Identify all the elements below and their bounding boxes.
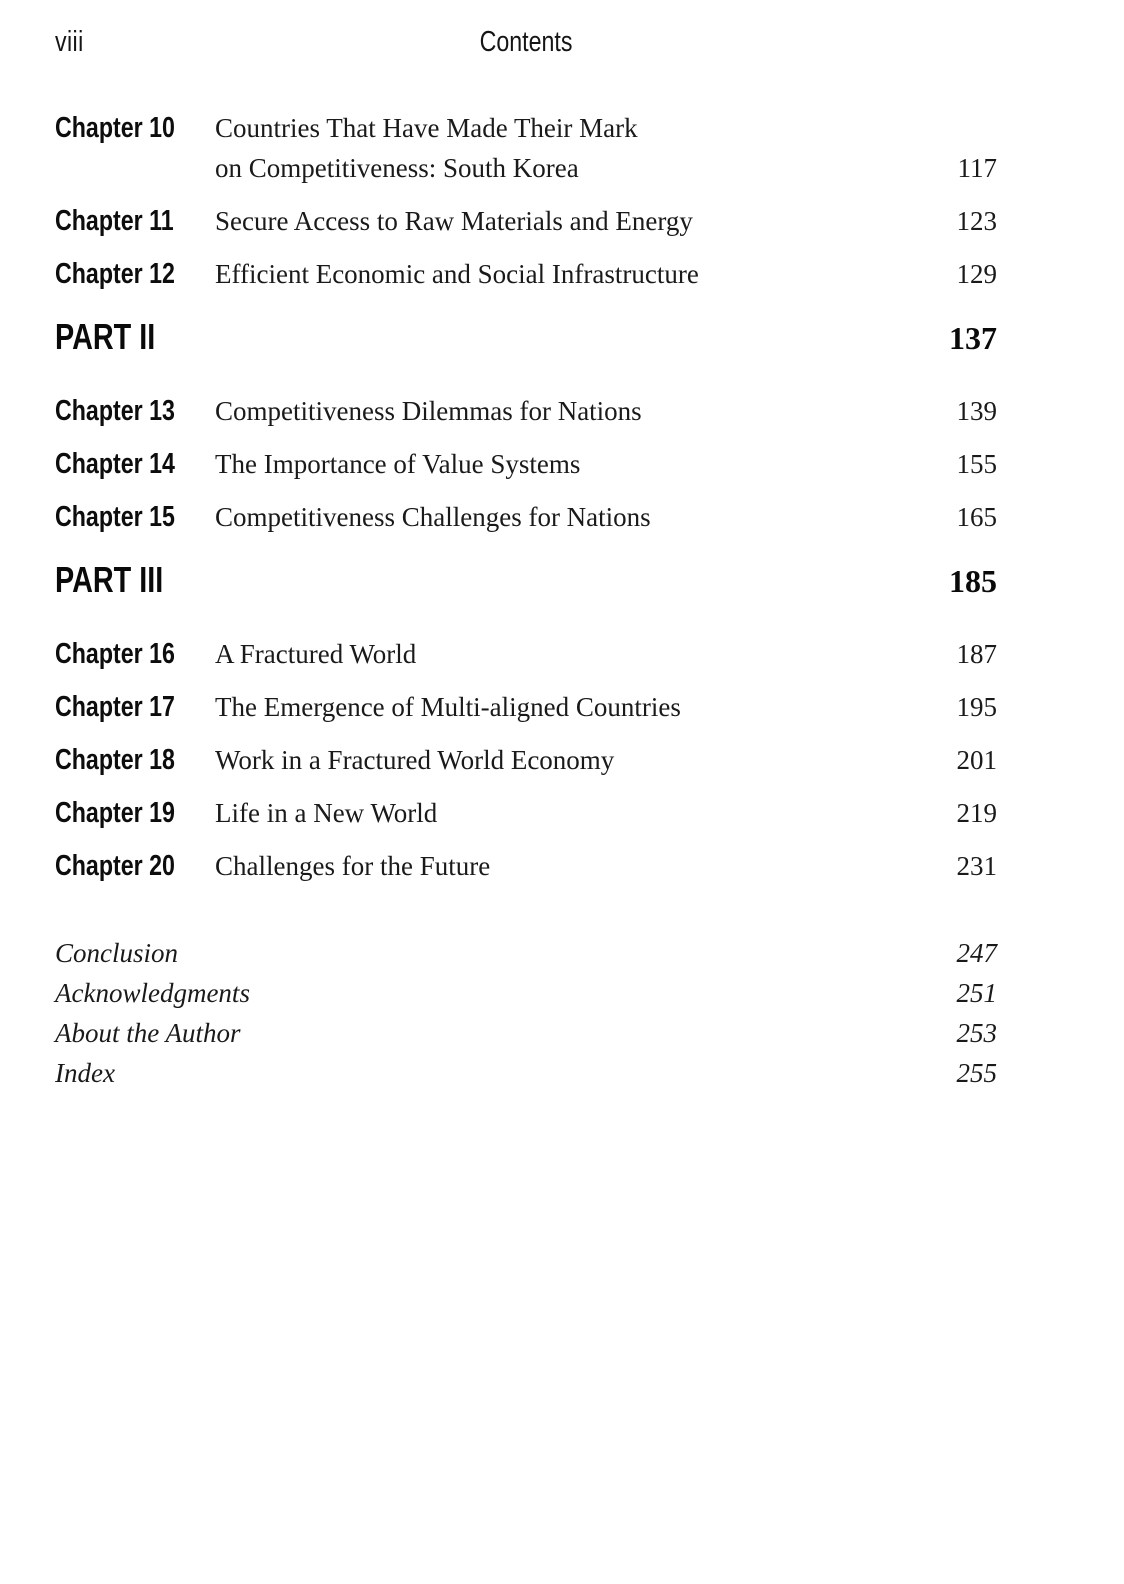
chapter-label [55,497,215,537]
page-number: 247 [956,938,997,968]
chapter-label-text: Chapter 13 [55,395,175,427]
toc-entry-chapter-13 [55,391,997,431]
running-head [55,26,997,60]
page-number: 137 [949,320,997,356]
chapter-label-text: Chapter 17 [55,691,175,723]
back-matter-entry-acknowledgments [55,973,997,1013]
page-number: 185 [949,563,997,599]
toc-entry-chapter-16 [55,634,997,674]
chapter-label [55,740,215,780]
back-matter-title: Acknowledgments [55,978,250,1008]
chapter-label [55,687,215,727]
toc-entry-chapter-15 [55,497,997,537]
back-matter [55,933,997,1093]
chapter-title: A Fractured World [215,639,417,669]
page-number: 253 [956,1018,997,1048]
chapter-label-text: Chapter 15 [55,501,175,533]
chapter-title: Secure Access to Raw Materials and Energy [215,206,693,236]
page-number: 201 [956,745,997,775]
page-number: 129 [956,259,997,289]
page-title [55,26,997,59]
chapter-title-line-2: on Competitiveness: South Korea [215,153,579,183]
page-number: 255 [956,1058,997,1088]
toc-entry-chapter-11 [55,201,997,241]
table-of-contents [55,108,997,886]
toc-entry-chapter-19 [55,793,997,833]
chapter-label-text: Chapter 20 [55,850,175,882]
chapter-label [55,846,215,886]
chapter-label [55,254,215,294]
chapter-label [55,108,215,148]
chapter-label [55,634,215,674]
chapter-label-text: Chapter 14 [55,448,175,480]
toc-entry-chapter-17 [55,687,997,727]
chapter-title: Competitiveness Dilemmas for Nations [215,396,642,426]
page-number: 187 [956,639,997,669]
chapter-title: The Emergence of Multi-aligned Countries [215,692,681,722]
part-label [55,314,180,360]
toc-entry-chapter-20 [55,846,997,886]
page-number: 251 [956,978,997,1008]
chapter-label [55,391,215,431]
chapter-title: Work in a Fractured World Economy [215,745,615,775]
page-number: 195 [956,692,997,722]
chapter-title-line-1: Countries That Have Made Their Mark [215,113,638,143]
page-number: 117 [957,153,997,183]
page-number: 123 [956,206,997,236]
chapter-title-line-2-wrap [215,148,997,188]
toc-entry-chapter-18 [55,740,997,780]
chapter-label-text: Chapter 10 [55,112,175,144]
page-number: 219 [956,798,997,828]
page-number: 231 [956,851,997,881]
chapter-label-text: Chapter 19 [55,797,175,829]
chapter-title: Efficient Economic and Social Infrastructure [215,259,699,289]
toc-entry-chapter-10 [55,108,997,188]
toc-entry-part-3 [55,557,997,604]
page-folio-text: viii [55,26,84,58]
part-label [55,557,190,603]
page-title-text: Contents [479,26,573,58]
toc-entry-chapter-12 [55,254,997,294]
back-matter-title: About the Author [55,1018,241,1048]
page-number: 165 [956,502,997,532]
chapter-label-text: Chapter 12 [55,258,175,290]
chapter-title: Challenges for the Future [215,851,491,881]
part-label-text: PART II [55,316,156,357]
toc-entry-chapter-14 [55,444,997,484]
chapter-label [55,444,215,484]
back-matter-entry-about-the-author [55,1013,997,1053]
back-matter-entry-index [55,1053,997,1093]
chapter-title [215,108,997,188]
chapter-title: Life in a New World [215,798,438,828]
part-label-text: PART III [55,559,164,600]
page-number: 155 [956,449,997,479]
chapter-label-text: Chapter 11 [55,205,174,237]
chapter-title: The Importance of Value Systems [215,449,581,479]
back-matter-title: Index [55,1058,115,1088]
chapter-label-text: Chapter 18 [55,744,175,776]
toc-entry-part-2 [55,314,997,361]
chapter-label-text: Chapter 16 [55,638,175,670]
back-matter-entry-conclusion [55,933,997,973]
back-matter-title: Conclusion [55,938,179,968]
page-number: 139 [956,396,997,426]
chapter-label [55,793,215,833]
chapter-label [55,201,215,241]
chapter-title: Competitiveness Challenges for Nations [215,502,651,532]
